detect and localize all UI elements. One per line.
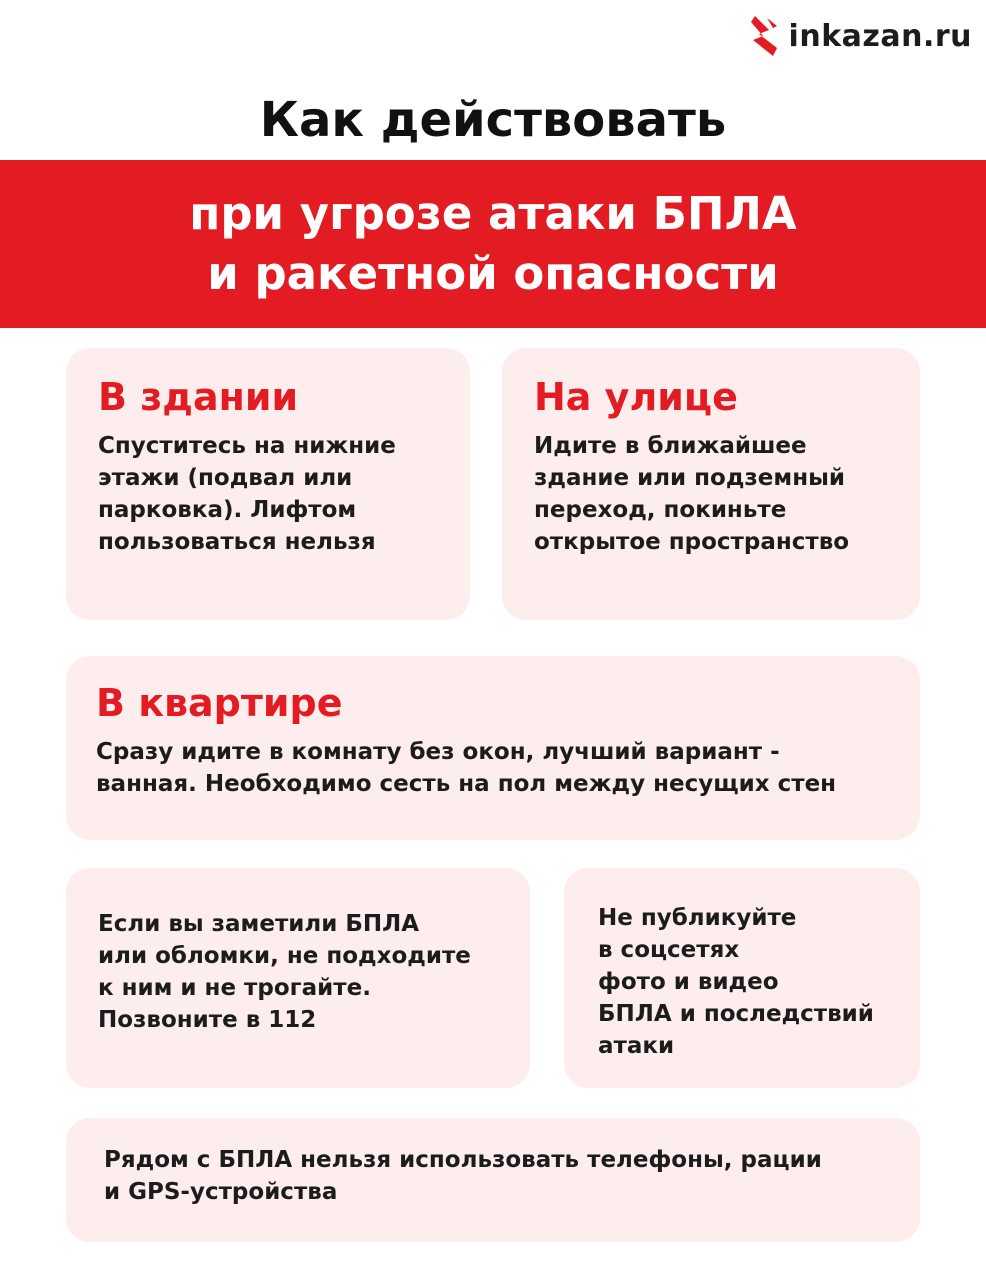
site-logo [749,14,972,58]
card-text [534,430,888,558]
card-on-street [502,348,920,620]
card-text [598,902,896,1062]
banner-line: при угрозе атаки БПЛА [189,187,797,240]
card-text-line: Спуститесь на нижние [98,433,396,459]
card-text-line: этажи (подвал или [98,465,353,491]
card-text-line: парковка). Лифтом [98,497,357,523]
card-text-line: или обломки, не подходите [98,943,471,969]
title-banner [0,160,986,328]
card-title: В квартире [96,681,343,725]
card-drone-debris [66,868,530,1088]
card-text-line: Рядом с БПЛА нельзя использовать телефоны, рации [104,1147,822,1173]
card-text-line: Позвоните в 112 [98,1007,317,1033]
card-text-line: и GPS-устройства [104,1179,338,1205]
inkazan-logo-icon [749,14,783,58]
card-text-line: к ним и не трогайте. [98,975,371,1001]
card-text-line: пользоваться нельзя [98,529,376,555]
logo-text: inkazan.ru [788,18,972,54]
card-text-line: Если вы заметили БПЛА [98,911,420,937]
card-text [96,736,888,800]
card-gps-devices [66,1118,920,1242]
card-text-line: переход, покиньте [534,497,787,523]
card-text-line: открытое пространство [534,529,850,555]
banner-line: и ракетной опасности [207,247,779,300]
card-in-apartment [66,656,920,840]
card-text-line: здание или подземный [534,465,845,491]
card-text-line: Идите в ближайшее [534,433,807,459]
card-text [98,908,498,1036]
card-social-media [564,868,920,1088]
card-text [98,430,438,558]
card-text [104,1144,888,1208]
card-text-line: Не публикуйте [598,905,797,931]
card-title: На улице [534,375,738,419]
card-text-line: ванная. Необходимо сесть на пол между несущих стен [96,771,837,797]
card-text-line: Сразу идите в комнату без окон, лучший вариант - [96,739,780,765]
card-text-line: атаки [598,1033,675,1059]
card-in-building [66,348,470,620]
card-text-line: в соцсетях [598,937,740,963]
card-text-line: фото и видео [598,969,779,995]
card-text-line: БПЛА и последствий [598,1001,874,1027]
card-title: В здании [98,375,299,419]
page-title: Как действовать [259,92,727,148]
